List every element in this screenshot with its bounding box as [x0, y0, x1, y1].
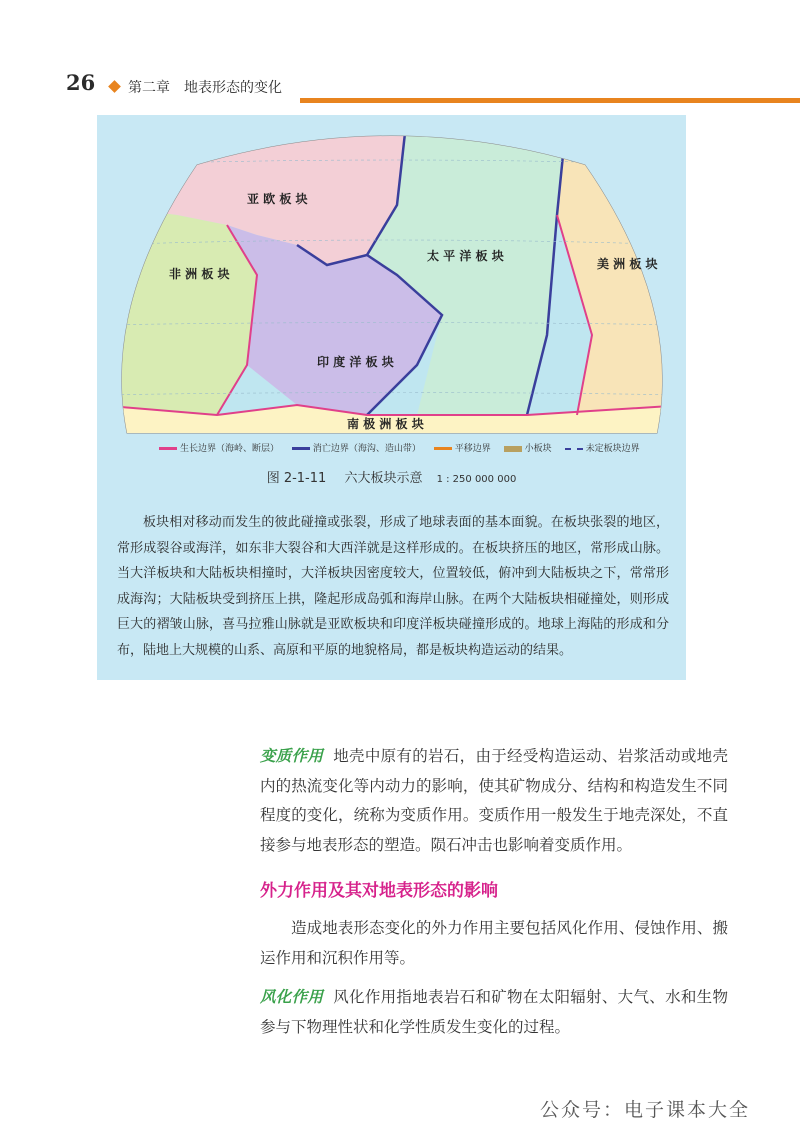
metamorphism-text: 地壳中原有的岩石，由于经受构造运动、岩浆活动或地壳内的热流变化等内动力的影响，使其矿物成分、结构和构造发生不同程度的变化，统称为变质作用。变质作用一般发生于地壳深处，不直接参与地表形态的塑造。陨石冲击也影响着变质作用。: [260, 747, 728, 854]
legend-label: 平移边界: [454, 444, 491, 454]
pacific-plate-label: 太 平 洋 板 块: [427, 249, 504, 263]
indian-plate-label: 印 度 洋 板 块: [317, 355, 394, 369]
chapter-title: 地表形态的变化: [184, 80, 282, 96]
legend-swatch-undetermined: [565, 448, 583, 450]
legend-item: [504, 441, 552, 454]
american-plate-label: 美 洲 板 块: [597, 257, 658, 271]
header-bar: [300, 98, 800, 103]
legend-item: [565, 441, 640, 454]
section-title: 外力作用及其对地表形态的影响: [260, 881, 498, 901]
watermark: 公众号：电子课本大全: [540, 1099, 751, 1121]
legend-label: 消亡边界（海沟、造山带）: [312, 444, 421, 454]
weathering-term: 风化作用: [260, 988, 324, 1006]
figure-caption: [97, 467, 686, 486]
page-number: 26: [66, 70, 96, 95]
legend-swatch-spreading: [159, 447, 177, 450]
metamorphism-term: 变质作用: [260, 747, 324, 765]
legend-item: [434, 441, 491, 454]
legend-label: 小板块: [524, 444, 552, 454]
weathering-paragraph: [260, 983, 728, 1042]
section-intro: 造成地表形态变化的外力作用主要包括风化作用、侵蚀作用、搬运作用和沉积作用等。: [260, 919, 728, 967]
map-legend: [159, 441, 650, 454]
antarctic-plate-label: 南 极 洲 板 块: [347, 417, 424, 431]
caption-title: 六大板块示意: [344, 471, 423, 486]
metamorphism-paragraph: [260, 742, 728, 860]
chapter-number: 第二章: [128, 80, 170, 96]
legend-label: 未定板块边界: [585, 444, 640, 454]
caption-number: 图 2-1-11: [266, 471, 327, 486]
page-header: [0, 70, 800, 104]
diamond-icon: [108, 80, 121, 93]
weathering-text: 风化作用指地表岩石和矿物在太阳辐射、大气、水和生物参与下物理性状和化学性质发生变化的过程。: [260, 988, 728, 1036]
map-scale: 1 : 250 000 000: [436, 474, 517, 485]
legend-swatch-small-plate: [504, 446, 522, 452]
figure-box-text: 板块相对移动而发生的彼此碰撞或张裂，形成了地球表面的基本面貌。在板块张裂的地区，常形成裂谷或海洋，如东非大裂谷和大西洋就是这样形成的。在板块挤压的地区，常形成山脉。当大洋板块和大陆板块相撞时，大洋板块因密度较大，位置较低，俯冲到大陆板块之下，常常形成海沟；大陆板块受到挤压上拱，隆起形成岛弧和海岸山脉。在两个大陆板块相碰撞处，则形成巨大的褶皱山脉，喜马拉雅山脉就是亚欧板块和印度洋板块碰撞形成的。地球上海陆的形成和分布，陆地上大规模的山系、高原和平原的地貌格局，都是板块构造运动的结果。: [117, 515, 669, 658]
legend-swatch-transform: [434, 447, 452, 450]
eurasian-plate-label: 亚 欧 板 块: [247, 192, 308, 206]
figure-panel: [97, 115, 686, 680]
legend-item: [292, 441, 421, 454]
legend-swatch-subduction: [292, 447, 310, 450]
chapter-heading: [128, 77, 282, 97]
legend-label: 生长边界（海岭、断层）: [180, 444, 280, 454]
african-plate-label: 非 洲 板 块: [169, 267, 230, 281]
legend-item: [159, 441, 279, 454]
